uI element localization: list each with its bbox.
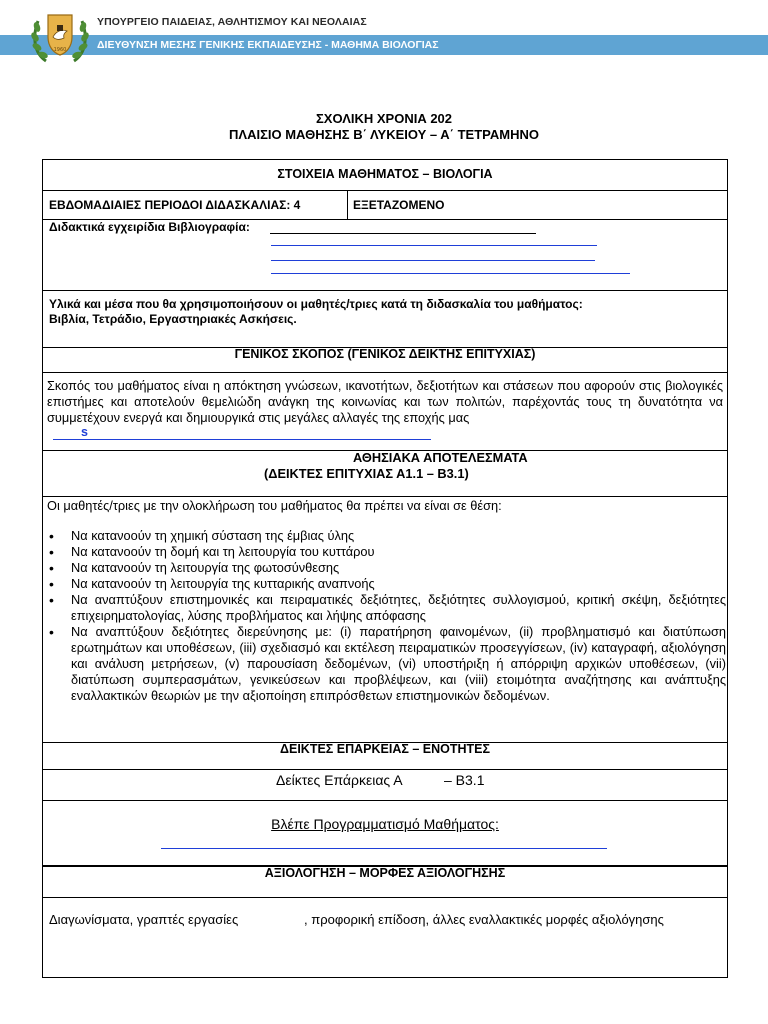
assessment-forms-start: Διαγωνίσματα, γραπτές εργασίες [49, 912, 239, 927]
header-band [0, 35, 768, 55]
coat-of-arms-icon [28, 7, 92, 67]
framework-title: ΠΛΑΙΣΙΟ ΜΑΘΗΣΗΣ Β΄ ΛΥΚΕΙΟΥ – Α΄ ΤΕΤΡΑΜΗΝΟ [229, 127, 539, 142]
weekly-periods: ΕΒΔΟΜΑΔΙΑΙΕΣ ΠΕΡΙΟΔΟΙ ΔΙΔΑΣΚΑΛΙΑΣ: 4 [49, 198, 301, 212]
svg-text:1960: 1960 [53, 47, 67, 53]
row-divider [42, 290, 728, 291]
outcomes-header: ΑΘΗΣΙΑΚΑ ΑΠΟΤΕΛΕΣΜΑΤΑ [353, 450, 528, 465]
row-divider [42, 897, 728, 898]
assessment-forms-end: , προφορική επίδοση, άλλες εναλλακτικές μορφές αξιολόγησης [304, 912, 664, 927]
competence-range-end: – Β3.1 [444, 772, 485, 788]
row-divider [42, 769, 728, 770]
objective-item: • Να αναπτύξουν δεξιότητες διερεύνησης με: (i) παρατήρηση φαινομένων, (ii) προβληματισμό και διατύπωση ερωτημάτων και υποθέσεων, (iii) σχεδιασμό και εκτέλεση πειραματικών προσεγγίσεων, (iv) καταγραφή, αξιολόγηση και ανάλυση μετρήσεων, (v) παρουσίαση δεδομένων, (vi) υποστήριξη ή απόρριψη αρχικών υποθέσεων, (vii) διατύπωση συμπερασμάτων, γενικεύσεων και προβλέψεων, και (viii) ετοιμότητα αναζήτησης και ανάπτυξης εναλλακτικών θεωριών με την αξιοποίηση επιπρόσθετων επιστημονικών δεδομένων. [46, 624, 728, 704]
program-link[interactable] [161, 848, 607, 849]
page-header [0, 0, 768, 70]
objective-item: • Να κατανοούν τη λειτουργία της κυτταρικής αναπνοής [46, 576, 728, 592]
general-goal-text: Σκοπός του μαθήματος είναι η απόκτηση γνώσεων, ικανοτήτων, δεξιοτήτων και στάσεων που αφορούν στις βιολογικές επιστήμες και αποτελούν θεμελιώδη ανάγκη της κοινωνίας και των πολιτών, παρέχοντάς τους τη δυνατότητα να συμμετέχουν ενεργά και δημιουργικά στις μεγάλες αλλαγές της εποχής μας [47, 378, 723, 425]
objective-item: • Να κατανοούν τη χημική σύσταση της έμβιας ύλης [46, 528, 728, 544]
textbooks-label: Διδακτικά εγχειρίδια Βιβλιογραφία: [49, 220, 250, 234]
ministry-name: ΥΠΟΥΡΓΕΙΟ ΠΑΙΔΕΙΑΣ, ΑΘΛΗΤΙΣΜΟΥ ΚΑΙ ΝΕΟΛΑΙΑΣ [97, 16, 367, 28]
see-program-label: Βλέπε Προγραμματισμό Μαθήματος: [271, 816, 499, 832]
objectives-list [46, 528, 728, 704]
assessment-header: ΑΞΙΟΛΟΓΗΣΗ – ΜΟΡΦΕΣ ΑΞΙΟΛΟΓΗΣΗΣ [264, 866, 506, 880]
materials-value: Βιβλία, Τετράδιο, Εργαστηριακές Ασκήσεις. [49, 312, 297, 326]
textbook-link-2[interactable] [271, 260, 595, 261]
textbook-link-3[interactable] [271, 273, 630, 274]
competence-range-start: Δείκτες Επάρκειας Α [276, 772, 403, 788]
competence-header: ΔΕΙΚΤΕΣ ΕΠΑΡΚΕΙΑΣ – ΕΝΟΤΗΤΕΣ [280, 742, 490, 756]
examined-label: ΕΞΕΤΑΖΟΜΕΝΟ [353, 198, 445, 212]
outcomes-intro: Οι μαθητές/τριες με την ολοκλήρωση του μαθήματος θα πρέπει να είναι σε θέση: [47, 498, 502, 513]
school-year-title: ΣΧΟΛΙΚΗ ΧΡΟΝΙΑ 202 [315, 111, 453, 126]
materials-label: Υλικά και μέσα που θα χρησιμοποιήσουν οι μαθητές/τριες κατά τη διδασκαλία του μαθήματος: [49, 297, 583, 311]
row-divider [42, 190, 728, 191]
outcomes-subheader: (ΔΕΙΚΤΕΣ ΕΠΙΤΥΧΙΑΣ Α1.1 – Β3.1) [264, 466, 469, 481]
objective-item: • Να κατανοούν τη λειτουργία της φωτοσύνθεσης [46, 560, 728, 576]
textbook-link-1[interactable] [271, 245, 597, 246]
objective-item: • Να κατανοούν τη δομή και τη λειτουργία του κυττάρου [46, 544, 728, 560]
row-divider [42, 496, 728, 497]
general-goal-link[interactable] [53, 439, 431, 440]
objective-item: • Να αναπτύξουν επιστημονικές και πειραματικές δεξιότητες, δεξιότητες συλλογισμού, κριτική σκέψη, δεξιότητες επιχειρηματολογίας, λύσης προβλήματος και λήψης απόφασης [46, 592, 728, 624]
general-goal-link-text[interactable]: s [81, 425, 88, 439]
row-divider [42, 372, 728, 373]
textbooks-blank [270, 233, 536, 234]
row-divider [42, 800, 728, 801]
department-name: ΔΙΕΥΘΥΝΣΗ ΜΕΣΗΣ ΓΕΝΙΚΗΣ ΕΚΠΑΙΔΕΥΣΗΣ - ΜΑΘΗΜΑ ΒΙΟΛΟΓΙΑΣ [97, 39, 439, 51]
general-goal-header: ΓΕΝΙΚΟΣ ΣΚΟΠΟΣ (ΓΕΝΙΚΟΣ ΔΕΙΚΤΗΣ ΕΠΙΤΥΧΙΑΣ) [234, 347, 536, 361]
course-header: ΣΤΟΙΧΕΙΑ ΜΑΘΗΜΑΤΟΣ – ΒΙΟΛΟΓΙΑ [277, 167, 493, 181]
column-divider [347, 190, 348, 219]
